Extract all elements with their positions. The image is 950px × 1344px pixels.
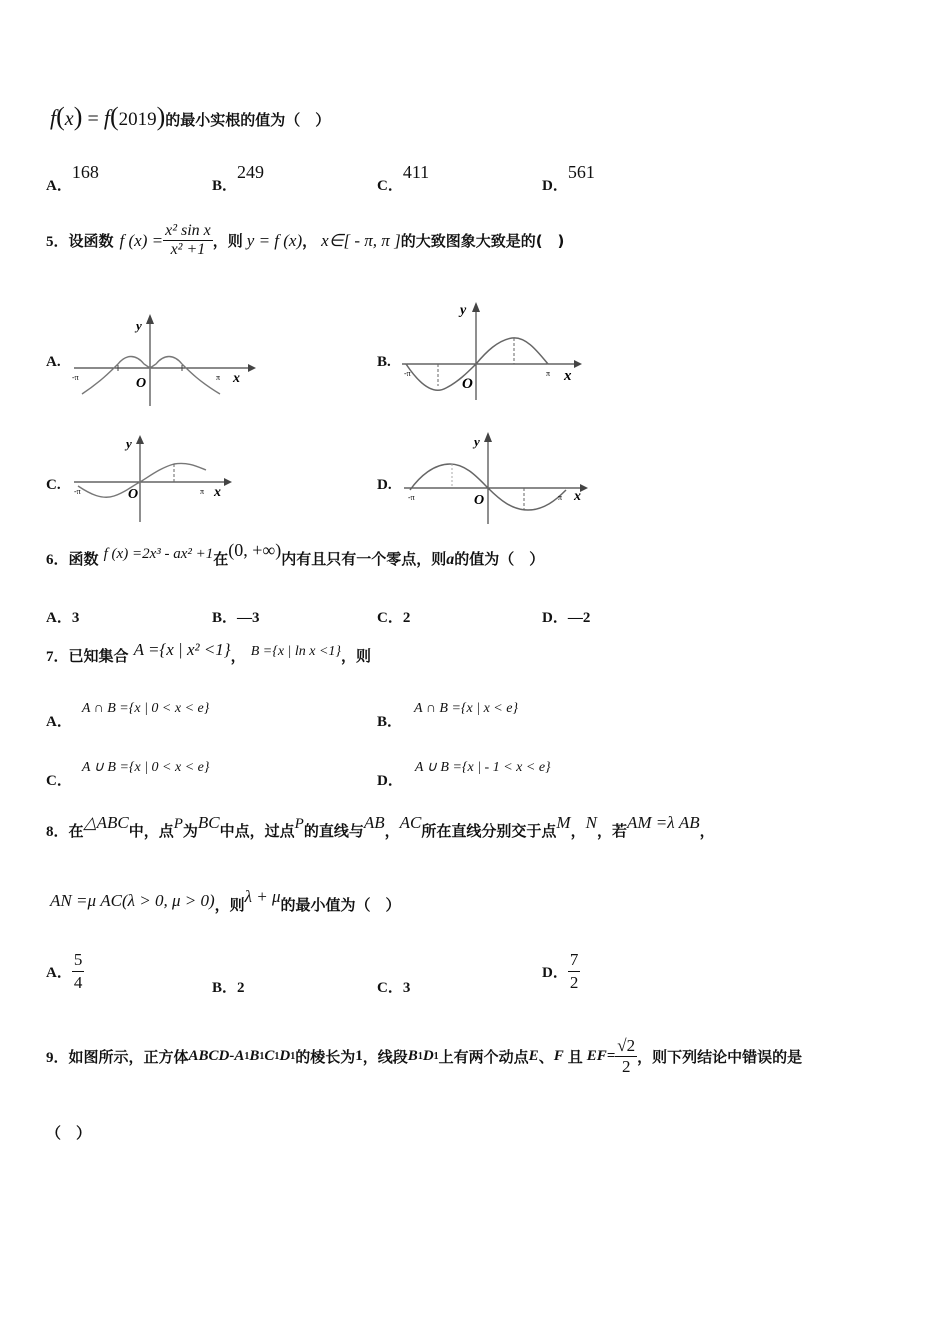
q8-option-b[interactable]: B．2 [212,980,245,996]
q6-stem: 6．函数 f (x) =2x³ - ax² +1在(0, +∞)内有且只有一个零点，则a的值为（ ） [46,540,545,568]
q5-stem: 5． 设函数 f (x) = $\frac{\text{x² sin x}}{\text{x² +1}}$ ，则 y = f (x) ， x∈[ - π, π ] 的大致图象大致是的( ) [46,222,565,258]
q4-option-c[interactable]: C．411 [377,162,430,194]
svg-text:O: O [128,487,139,502]
q6-option-c[interactable]: C．2 [377,610,411,626]
svg-text:-π: -π [408,493,415,502]
q5-option-b-label[interactable]: B. [377,354,391,370]
q4-math-f: f [50,105,57,130]
svg-text:O: O [474,493,485,508]
svg-text:x: x [564,368,572,384]
q5-graph-c[interactable] [70,432,240,524]
q4-option-b[interactable]: B．249 [212,162,265,194]
q4-stem: f(x) = f(2019)的最小实根的值为（ ） [50,102,331,131]
q8-option-a[interactable]: A． $\frac{5}{4}$ [46,950,83,992]
q4-option-d[interactable]: D．561 [542,162,595,194]
q5-graph-b[interactable] [398,296,598,408]
svg-text:-π: -π [74,487,81,496]
svg-text:π: π [200,487,205,496]
svg-text:-π: -π [404,369,411,378]
q8-stem-line2: AN =μ AC(λ > 0, μ > 0)，则λ + μ的最小值为（ ） [50,887,401,914]
q4-stem-text: 的最小实根的值为（ ） [165,111,331,129]
q4-option-a[interactable]: A．168 [46,162,99,194]
q6-option-a[interactable]: A．3 [46,610,80,626]
q5-graph-d[interactable] [400,428,600,528]
q5-option-a-label[interactable]: A. [46,354,61,370]
q8-option-d[interactable]: D． $\frac{7}{2}$ [542,950,579,992]
q8-stem-line1: 8．在△ABC中，点P为BC中点，过点P的直线与AB，AC所在直线分别交于点M，N，若AM =λ AB， [46,813,715,840]
svg-text:y: y [474,434,480,449]
q9-answer-bracket: （ ） [46,1124,92,1142]
q6-option-d[interactable]: D．—2 [542,610,591,626]
q7-option-d[interactable]: D．A ∪ B ={x | - 1 < x < e} [377,760,551,789]
svg-text:O: O [136,376,147,391]
q7-option-c[interactable]: C．A ∪ B ={x | 0 < x < e} [46,760,210,789]
q5-option-c-label[interactable]: C. [46,477,61,493]
svg-text:y: y [126,436,132,451]
q6-option-b[interactable]: B．—3 [212,610,260,626]
q7-option-b[interactable]: B．A ∩ B ={x | x < e} [377,701,519,730]
svg-text:y: y [460,303,467,318]
q5-fraction: $\frac{\text{x² sin x}}{\text{x² +1}}$ [165,222,211,258]
svg-text:x: x [214,485,221,500]
svg-text:O: O [462,376,473,392]
q5-graph-a[interactable] [70,310,260,410]
svg-text:y: y [136,318,142,333]
svg-text:x: x [233,371,240,386]
svg-text:π: π [558,493,563,502]
q9-stem: 9． 如图所示，正方体 ABCD-A 1 B 1 C 1 D 1 的棱长为 1 ，线段 B 1 D 1 上有两个动点 E 、 F 且 EF= $\frac{√2}{2}$ ，则下列结论中错误的是 [46,1036,803,1076]
q8-option-c[interactable]: C．3 [377,980,411,996]
q7-stem: 7．已知集合 A ={x | x² <1}， B ={x | ln x <1}，则 [46,640,372,665]
svg-text:π: π [546,369,551,378]
svg-text:π: π [216,373,221,382]
q9-fraction: $\frac{√2}{2}$ [617,1036,636,1076]
q7-option-a[interactable]: A．A ∩ B ={x | 0 < x < e} [46,701,210,730]
svg-text:x: x [574,489,581,504]
svg-text:-π: -π [72,373,79,382]
q5-option-d-label[interactable]: D. [377,477,392,493]
